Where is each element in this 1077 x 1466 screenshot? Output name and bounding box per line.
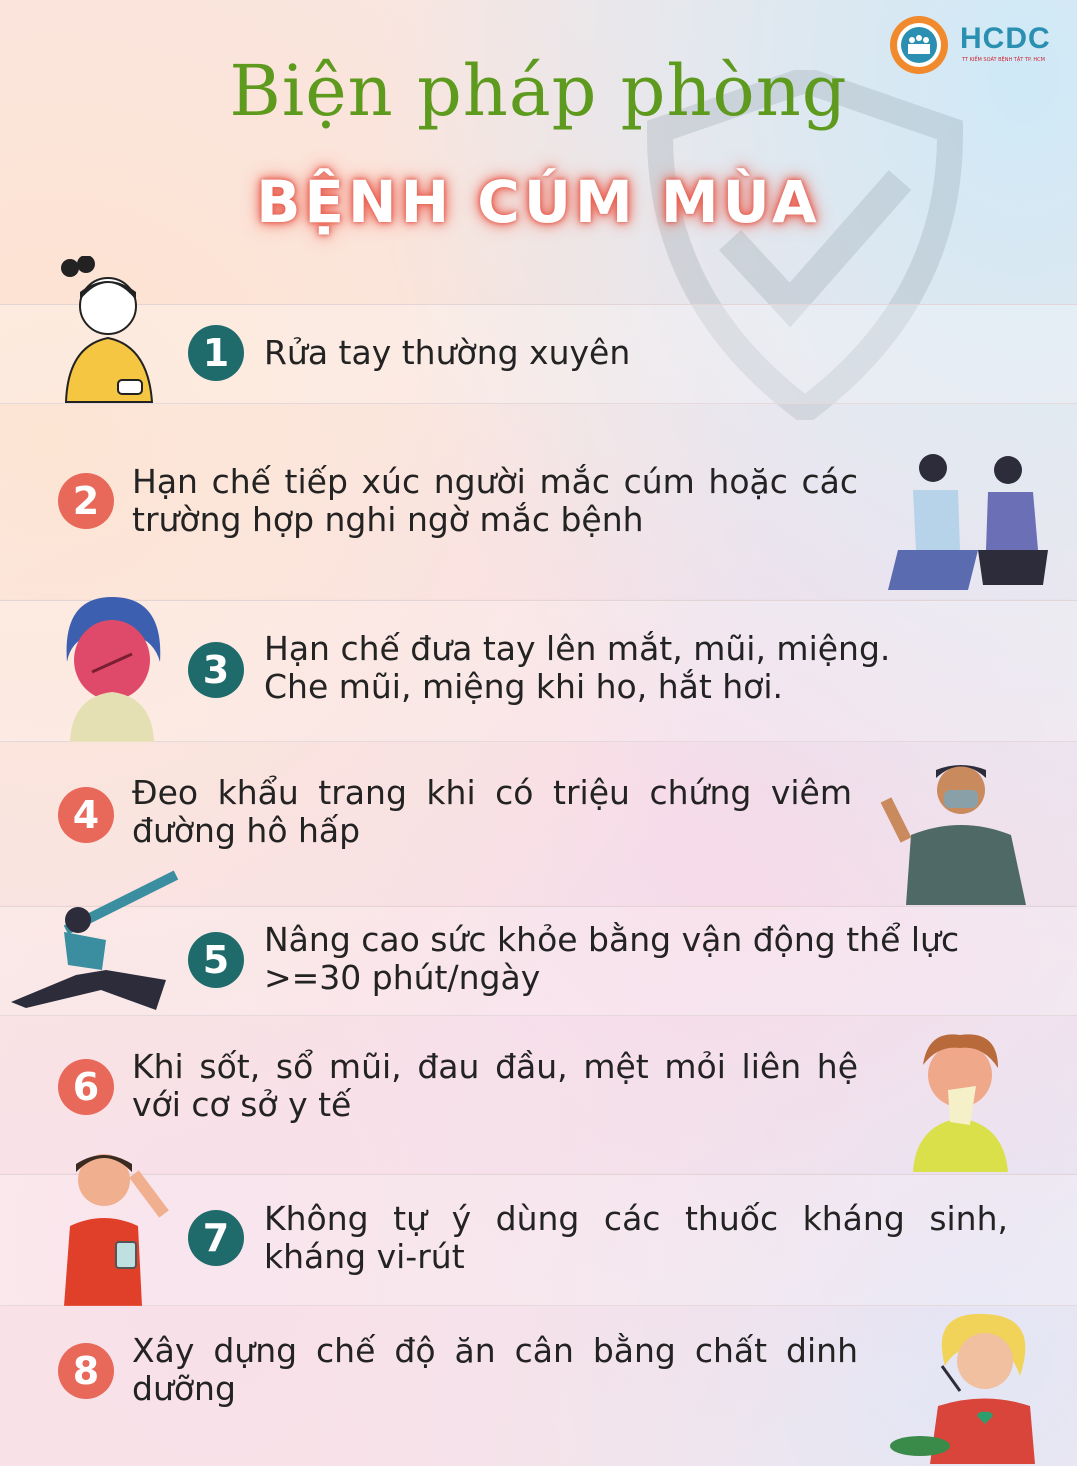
item-2-number-badge: 2	[58, 473, 114, 529]
item-6-text: Khi sốt, sổ mũi, đau đầu, mệt mỏi liên hệ với cơ sở y tế	[132, 1047, 858, 1124]
item-7-text: Không tự ý dùng các thuốc kháng sinh, kháng vi-rút	[264, 1199, 1008, 1276]
page-title: Biện pháp phòng	[229, 50, 848, 132]
sick-people-sitting-icon	[868, 450, 1058, 595]
girl-washing-hands-icon	[48, 256, 168, 404]
item-8-text: Xây dựng chế độ ăn cân bằng chất dinh dưỡng	[132, 1331, 858, 1408]
sneezing-woman-icon	[52, 592, 172, 742]
item-3-number-badge: 3	[188, 642, 244, 698]
logo-tagline: TT KIỂM SOÁT BỆNH TẬT TP. HCM	[962, 57, 1045, 63]
item-1-text: Rửa tay thường xuyên	[264, 333, 631, 372]
girl-eating-salad-icon	[890, 1306, 1040, 1464]
item-6-number-badge: 6	[58, 1059, 114, 1115]
item-5-text: Nâng cao sức khỏe bằng vận động thể lực >=30 phút/ngày	[264, 920, 960, 997]
page-subtitle: BỆNH CÚM MÙA	[256, 168, 821, 236]
sick-boy-tissue-icon	[898, 1030, 1028, 1172]
man-wearing-mask-icon	[876, 760, 1036, 905]
item-4-number-badge: 4	[58, 787, 114, 843]
item-2-text: Hạn chế tiếp xúc người mắc cúm hoặc các trường hợp nghi ngờ mắc bệnh	[132, 462, 858, 539]
item-5-number-badge: 5	[188, 932, 244, 988]
item-4-text: Đeo khẩu trang khi có triệu chứng viêm đường hô hấp	[132, 773, 852, 850]
item-8-number-badge: 8	[58, 1343, 114, 1399]
item-3-text: Hạn chế đưa tay lên mắt, mũi, miệng. Che mũi, miệng khi ho, hắt hơi.	[264, 629, 891, 706]
woman-taking-pill-icon	[34, 1144, 180, 1306]
item-7-number-badge: 7	[188, 1210, 244, 1266]
item-1-number-badge: 1	[188, 325, 244, 381]
yoga-woman-icon	[6, 870, 182, 1015]
logo-name: HCDC	[960, 22, 1051, 55]
